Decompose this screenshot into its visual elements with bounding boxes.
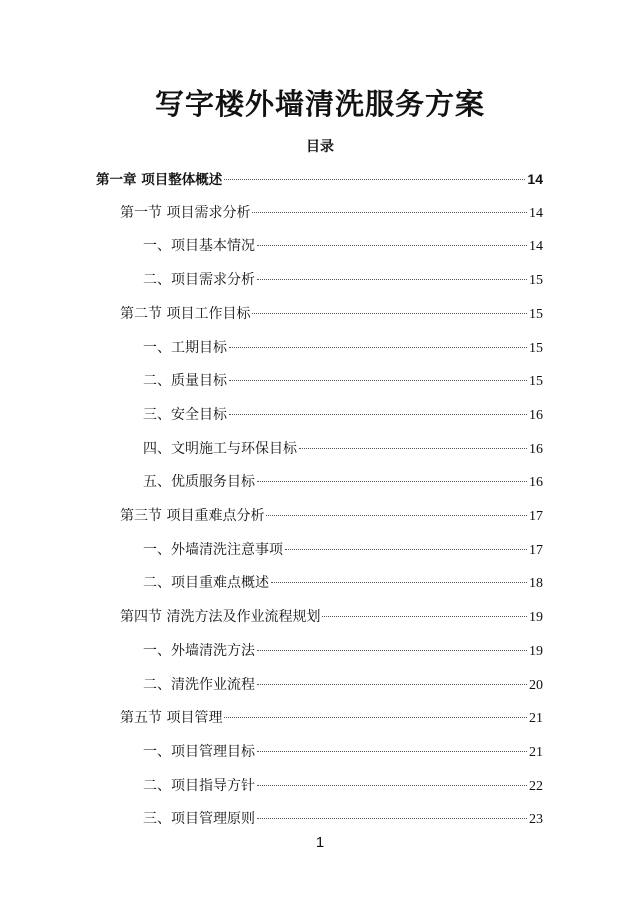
dot-leader	[224, 717, 527, 718]
toc-entry[interactable]	[120, 707, 543, 729]
toc-entry-page: 23	[529, 812, 543, 828]
dot-leader	[229, 347, 527, 348]
toc-entry-text: 一、外墙清洗方法	[143, 642, 255, 659]
toc-entry-page: 15	[529, 340, 543, 356]
dot-leader	[257, 751, 527, 752]
toc-entry[interactable]	[120, 202, 543, 224]
toc-entry-page: 22	[529, 778, 543, 794]
toc-entry[interactable]	[143, 775, 543, 797]
toc-entry-text: 二、清洗作业流程	[143, 676, 255, 693]
dot-leader	[252, 313, 527, 314]
dot-leader	[266, 515, 527, 516]
dot-leader	[224, 179, 525, 180]
toc-entry-text: 第五节 项目管理	[120, 710, 223, 727]
toc-entry-text: 二、项目重难点概述	[143, 575, 269, 592]
toc-entry-text: 一、工期目标	[143, 339, 227, 356]
dot-leader	[299, 448, 527, 449]
toc-entry[interactable]	[120, 606, 543, 628]
toc-entry-page: 17	[529, 509, 543, 524]
toc-entry-text: 二、项目指导方针	[143, 777, 255, 794]
toc-entry-text: 第一节 项目需求分析	[120, 204, 251, 221]
toc-entry-page: 16	[529, 441, 543, 457]
toc-entry-page: 17	[529, 542, 543, 558]
toc-entry[interactable]	[143, 572, 543, 594]
toc-entry-page: 16	[529, 475, 543, 491]
toc-entry-text: 二、项目需求分析	[143, 272, 255, 289]
toc-entry[interactable]	[143, 404, 543, 426]
toc-entry[interactable]	[120, 303, 543, 325]
toc-entry-text: 第一章 项目整体概述	[96, 172, 223, 188]
toc-entry[interactable]	[143, 370, 543, 392]
dot-leader	[257, 785, 527, 786]
toc-entry[interactable]	[120, 505, 543, 527]
toc-entry-page: 21	[529, 744, 543, 760]
toc-entry-page: 15	[529, 273, 543, 289]
toc-entry-page: 15	[529, 306, 543, 322]
dot-leader	[257, 481, 527, 482]
dot-leader	[229, 414, 527, 415]
toc-entry-text: 第三节 项目重难点分析	[120, 508, 265, 524]
dot-leader	[257, 684, 527, 685]
dot-leader	[252, 212, 527, 213]
toc-entry-page: 19	[529, 610, 543, 626]
toc-entry[interactable]	[143, 337, 543, 359]
toc-entry-page: 15	[529, 374, 543, 390]
toc-entry-page: 14	[527, 171, 543, 187]
dot-leader	[257, 818, 527, 819]
toc-entry[interactable]	[143, 471, 543, 493]
toc-entry-text: 一、外墙清洗注意事项	[143, 541, 283, 558]
toc-entry-text: 第二节 项目工作目标	[120, 305, 251, 322]
toc-entry-page: 18	[529, 576, 543, 592]
dot-leader	[257, 245, 527, 246]
dot-leader	[229, 380, 527, 381]
dot-leader	[322, 616, 527, 617]
toc-entry-page: 14	[529, 239, 543, 255]
toc-entry-text: 二、质量目标	[143, 373, 227, 390]
toc-entry-text: 第四节 清洗方法及作业流程规划	[120, 609, 321, 626]
toc-entry-text: 一、项目管理目标	[143, 743, 255, 760]
toc-entry-page: 20	[529, 677, 543, 693]
toc-entry-text: 三、项目管理原则	[143, 811, 255, 828]
toc-entry-page: 19	[529, 643, 543, 659]
page-number: 1	[315, 834, 325, 851]
toc-entry[interactable]	[96, 168, 543, 190]
toc-entry-page: 16	[529, 407, 543, 423]
toc-entry[interactable]	[143, 808, 543, 830]
toc-entry-text: 一、项目基本情况	[143, 238, 255, 255]
dot-leader	[257, 650, 527, 651]
toc-entry-text: 三、安全目标	[143, 406, 227, 423]
document-title: 写字楼外墙清洗服务方案	[154, 87, 485, 121]
toc-entry[interactable]	[143, 235, 543, 257]
toc-entry-text: 五、优质服务目标	[143, 474, 255, 491]
toc-entry[interactable]	[143, 741, 543, 763]
toc-entry-text: 四、文明施工与环保目标	[143, 440, 297, 457]
toc-entry[interactable]	[143, 539, 543, 561]
toc-entry-page: 14	[529, 205, 543, 221]
toc-entry[interactable]	[143, 674, 543, 696]
toc-entry[interactable]	[143, 640, 543, 662]
dot-leader	[271, 582, 527, 583]
toc-entry[interactable]	[143, 269, 543, 291]
toc-entry-page: 21	[529, 711, 543, 727]
toc-heading: 目录	[306, 139, 334, 155]
toc-entry[interactable]	[143, 438, 543, 460]
dot-leader	[285, 549, 527, 550]
dot-leader	[257, 279, 527, 280]
